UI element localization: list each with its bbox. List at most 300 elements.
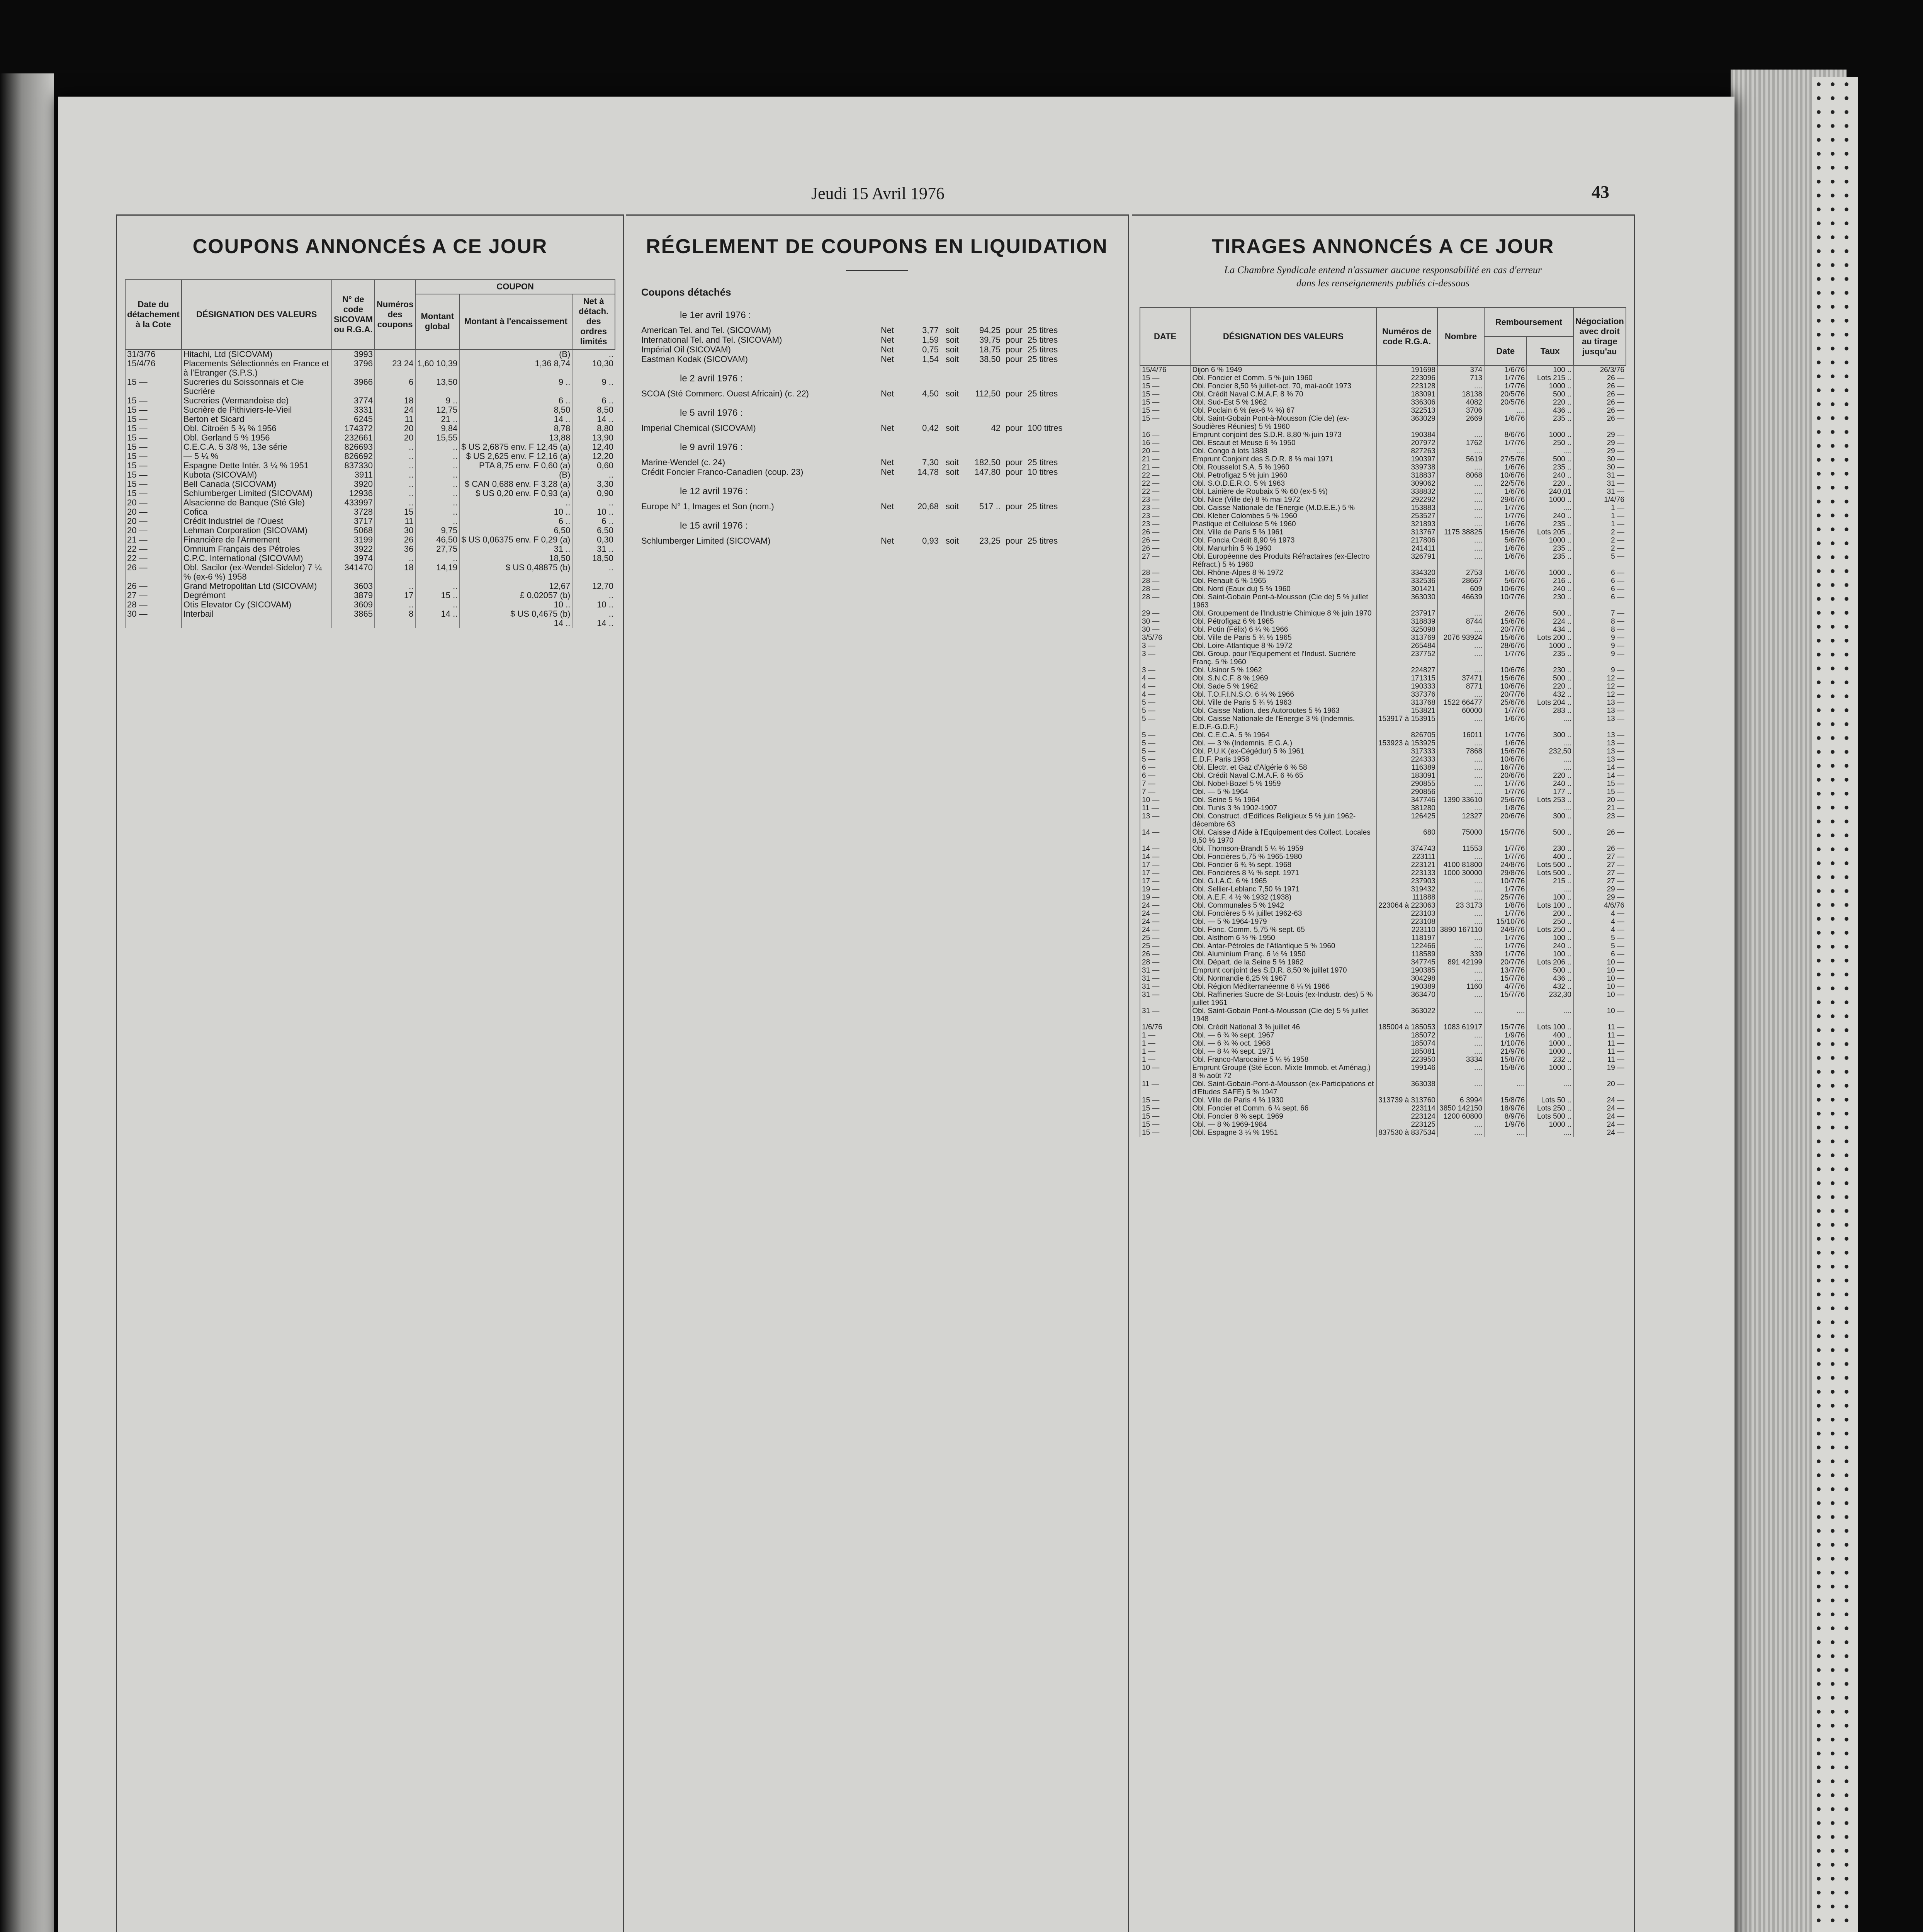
cell-t-date: 22 — [1140, 488, 1190, 496]
cell-montant-global [415, 349, 459, 359]
cell-t-nombre: 4100 81800 [1437, 861, 1484, 869]
cell-t-date: 4 — [1140, 674, 1190, 682]
cell-t-code: 185072 [1376, 1031, 1437, 1039]
cell-date: 22 — [125, 544, 182, 554]
cell-t-designation: Obl. — 5 % 1964 [1190, 788, 1376, 796]
cell-designation: Cofica [182, 507, 332, 517]
cell-t-taux: 432 .. [1527, 983, 1573, 991]
cell-date: 26 — [125, 582, 182, 591]
cell-date: 20 — [125, 517, 182, 526]
cell-t-rdate: .... [1484, 447, 1527, 455]
cell-net: .. [572, 498, 615, 507]
cell-t-date: 14 — [1140, 853, 1190, 861]
cell-t-nombre: 75000 [1437, 828, 1484, 845]
cell-t-taux: 235 .. [1527, 415, 1573, 431]
cell-t-rdate: 8/9/76 [1484, 1112, 1527, 1121]
cell-t-code: 190385 [1376, 966, 1437, 975]
cell-t-negociation: 13 — [1573, 699, 1626, 707]
cell-t-taux: 432 .. [1527, 690, 1573, 699]
cell-numeros: 17 [375, 591, 415, 600]
cell-t-code: 223950 [1376, 1056, 1437, 1064]
cell-code: 3717 [332, 517, 375, 526]
cell-t-code: 223103 [1376, 910, 1437, 918]
cell-t-rdate: 1/7/76 [1484, 845, 1527, 853]
cell-t-nombre: .... [1437, 1031, 1484, 1039]
cell-t-code: 171315 [1376, 674, 1437, 682]
cell-net: 13,90 [572, 433, 615, 442]
reglement-total: 39,75 [979, 335, 1001, 345]
cell-t-taux: 1000 .. [1527, 431, 1573, 439]
reglement-valeur: Eastman Kodak (SICOVAM) [641, 354, 748, 364]
cell-t-designation: Obl. Loire-Atlantique 8 % 1972 [1190, 642, 1376, 650]
reglement-soit: soit [945, 502, 959, 511]
cell-t-date: 24 — [1140, 926, 1190, 934]
cell-t-nombre: .... [1437, 1007, 1484, 1023]
tirage-row [1140, 739, 1626, 747]
cell-code [332, 619, 375, 628]
cell-t-negociation: 11 — [1573, 1039, 1626, 1048]
tirage-row [1140, 536, 1626, 544]
cell-t-rdate: 18/9/76 [1484, 1104, 1527, 1112]
cell-t-designation: Obl. Poclain 6 % (ex-6 ¼ %) 67 [1190, 406, 1376, 415]
tirage-row [1140, 1056, 1626, 1064]
tirage-row [1140, 1112, 1626, 1121]
cell-numeros: 15 [375, 507, 415, 517]
cell-t-negociation: 6 — [1573, 950, 1626, 958]
cell-t-code: 309062 [1376, 480, 1437, 488]
cell-t-date: 23 — [1140, 504, 1190, 512]
cell-t-code: 265484 [1376, 642, 1437, 650]
cell-t-nombre: 37471 [1437, 674, 1484, 682]
cell-t-code: 253527 [1376, 512, 1437, 520]
tirage-row [1140, 747, 1626, 755]
cell-t-nombre: .... [1437, 1064, 1484, 1080]
cell-code: 3796 [332, 359, 375, 378]
cell-t-date: 15 — [1140, 398, 1190, 406]
cell-t-nombre: .... [1437, 918, 1484, 926]
tirage-row [1140, 439, 1626, 447]
tirage-row [1140, 528, 1626, 536]
cell-t-date: 22 — [1140, 480, 1190, 488]
cell-date: 15 — [125, 480, 182, 489]
reglement-row [641, 389, 1113, 398]
tirage-row [1140, 991, 1626, 1007]
cell-t-negociation: 1/4/76 [1573, 496, 1626, 504]
cell-net: 3,30 [572, 480, 615, 489]
cell-t-taux: 300 .. [1527, 731, 1573, 739]
cell-t-rdate: 15/6/76 [1484, 617, 1527, 626]
cell-t-date: 5 — [1140, 715, 1190, 731]
cell-numeros: 11 [375, 517, 415, 526]
cell-t-negociation: 4 — [1573, 918, 1626, 926]
cell-t-code: 374743 [1376, 845, 1437, 853]
cell-t-negociation: 10 — [1573, 1007, 1626, 1023]
cell-t-designation: Obl. Foncier 6 ¾ % sept. 1968 [1190, 861, 1376, 869]
cell-t-taux: 235 .. [1527, 544, 1573, 553]
cell-t-taux: .... [1527, 755, 1573, 764]
cell-code: 826692 [332, 452, 375, 461]
cell-t-rdate: 15/6/76 [1484, 747, 1527, 755]
cell-t-taux: 235 .. [1527, 463, 1573, 471]
reglement-date: le 12 avril 1976 : [680, 486, 748, 497]
cell-t-rdate: 4/7/76 [1484, 983, 1527, 991]
cell-code: 174372 [332, 424, 375, 433]
tirage-row [1140, 1031, 1626, 1039]
cell-t-taux: Lots 500 .. [1527, 861, 1573, 869]
cell-t-negociation: 5 — [1573, 934, 1626, 942]
cell-net: 14 .. [572, 619, 615, 628]
cell-t-negociation: 30 — [1573, 463, 1626, 471]
cell-t-taux: 240 .. [1527, 471, 1573, 480]
cell-code: 3974 [332, 554, 375, 563]
cell-t-designation: Obl. Potin (Félix) 6 ¼ % 1966 [1190, 626, 1376, 634]
tirage-row [1140, 504, 1626, 512]
coupon-row [125, 433, 615, 442]
cell-t-nombre: .... [1437, 804, 1484, 812]
cell-t-rdate: 1/9/76 [1484, 1121, 1527, 1129]
reglement-total: 94,25 [979, 325, 1001, 335]
cell-t-designation: Obl. Ville de Paris 5 ¾ % 1963 [1190, 699, 1376, 707]
cell-t-code: 332536 [1376, 577, 1437, 585]
cell-t-designation: Obl. Ville de Paris 5 ¾ % 1965 [1190, 634, 1376, 642]
cell-t-nombre: .... [1437, 1080, 1484, 1096]
cell-net: 10 .. [572, 507, 615, 517]
cell-t-code: 339738 [1376, 463, 1437, 471]
cell-t-designation: Obl. Construct. d'Edifices Religieux 5 % juin 1962-décembre 63 [1190, 812, 1376, 828]
tirage-row [1140, 715, 1626, 731]
cell-t-rdate: 1/7/76 [1484, 707, 1527, 715]
tirage-row [1140, 772, 1626, 780]
reglement-net-label: Net [881, 423, 894, 433]
cell-code: 3922 [332, 544, 375, 554]
cell-t-taux: 235 .. [1527, 553, 1573, 569]
cell-t-nombre: .... [1437, 877, 1484, 885]
cell-t-taux: Lots 100 .. [1527, 901, 1573, 910]
cell-t-rdate: 10/6/76 [1484, 471, 1527, 480]
cell-net: 6 .. [572, 517, 615, 526]
cell-t-negociation: 24 — [1573, 1129, 1626, 1137]
cell-t-code: 363022 [1376, 1007, 1437, 1023]
tirage-row [1140, 374, 1626, 382]
cell-montant-global: 1,60 10,39 [415, 359, 459, 378]
cell-t-nombre: .... [1437, 609, 1484, 617]
cell-t-designation: Obl. Saint-Gobain Pont-à-Mousson (Cie de) (ex-Soudières Réunies) 5 % 1960 [1190, 415, 1376, 431]
cell-t-taux: 240 .. [1527, 780, 1573, 788]
cell-t-taux: 235 .. [1527, 650, 1573, 666]
cell-t-taux: 232 .. [1527, 1056, 1573, 1064]
cell-t-negociation: 6 — [1573, 577, 1626, 585]
cell-t-designation: Obl. Fonc. Comm. 5,75 % sept. 65 [1190, 926, 1376, 934]
reglement-titres: 25 titres [1028, 325, 1058, 335]
coupon-row [125, 442, 615, 452]
cell-montant-global: 21 .. [415, 415, 459, 424]
tirage-row [1140, 764, 1626, 772]
cell-t-nombre: .... [1437, 488, 1484, 496]
tirage-row [1140, 642, 1626, 650]
cell-montant-global: .. [415, 470, 459, 480]
cell-t-negociation: 6 — [1573, 585, 1626, 593]
cell-t-rdate: 10/7/76 [1484, 877, 1527, 885]
cell-t-date: 19 — [1140, 885, 1190, 893]
cell-numeros: .. [375, 461, 415, 470]
cell-t-nombre: 12327 [1437, 812, 1484, 828]
cell-t-taux: 220 .. [1527, 480, 1573, 488]
cell-t-date: 3 — [1140, 650, 1190, 666]
cell-t-designation: Obl. Caisse Nation. des Autoroutes 5 % 1963 [1190, 707, 1376, 715]
cell-t-designation: Obl. Seine 5 % 1964 [1190, 796, 1376, 804]
cell-montant: 6 .. [459, 396, 572, 405]
cell-t-taux: Lots 215 .. [1527, 374, 1573, 382]
cell-t-code: 837530 à 837534 [1376, 1129, 1437, 1137]
reglement-net: 0,93 [922, 536, 939, 546]
cell-montant-global: 9,75 [415, 526, 459, 535]
cell-t-rdate: 1/6/76 [1484, 553, 1527, 569]
reglement-net-label: Net [881, 335, 894, 345]
reglement-pour: pour [1005, 467, 1023, 477]
reglement-total: 18,75 [979, 345, 1001, 354]
cell-t-code: 827263 [1376, 447, 1437, 455]
tirage-row [1140, 398, 1626, 406]
cell-t-code: 153917 à 153915 [1376, 715, 1437, 731]
cell-t-taux: 1000 .. [1527, 1121, 1573, 1129]
reglement-pour: pour [1005, 345, 1023, 354]
cell-t-designation: Obl. Rousselot S.A. 5 % 1960 [1190, 463, 1376, 471]
cell-t-designation: Dijon 6 % 1949 [1190, 366, 1376, 374]
cell-t-nombre: .... [1437, 650, 1484, 666]
cell-t-taux: 300 .. [1527, 812, 1573, 828]
cell-t-code: 190333 [1376, 682, 1437, 690]
cell-t-nombre: 5619 [1437, 455, 1484, 463]
cell-t-nombre: .... [1437, 642, 1484, 650]
cell-net: 18,50 [572, 554, 615, 563]
cell-t-rdate: 1/7/76 [1484, 942, 1527, 950]
cell-t-negociation: 8 — [1573, 626, 1626, 634]
cell-t-negociation: 31 — [1573, 488, 1626, 496]
cell-t-rdate: 15/7/76 [1484, 1023, 1527, 1031]
col-numeros: Numéros des coupons [375, 280, 415, 349]
cell-t-code: 241411 [1376, 544, 1437, 553]
cell-t-rdate: 13/7/76 [1484, 966, 1527, 975]
cell-montant-global: .. [415, 461, 459, 470]
reglement-valeur: American Tel. and Tel. (SICOVAM) [641, 325, 771, 335]
cell-code: 3609 [332, 600, 375, 609]
tirages-column [1132, 214, 1635, 1932]
tirage-row [1140, 975, 1626, 983]
cell-designation: C.P.C. International (SICOVAM) [182, 554, 332, 563]
cell-t-code: 217806 [1376, 536, 1437, 544]
cell-t-code: 347746 [1376, 796, 1437, 804]
cell-t-nombre: .... [1437, 1039, 1484, 1048]
cell-t-rdate: 24/8/76 [1484, 861, 1527, 869]
cell-designation: Kubota (SICOVAM) [182, 470, 332, 480]
cell-t-code: 224827 [1376, 666, 1437, 674]
cell-t-taux: 240 .. [1527, 512, 1573, 520]
reglement-net-label: Net [881, 354, 894, 364]
cell-t-date: 15 — [1140, 1129, 1190, 1137]
cell-date: 15 — [125, 470, 182, 480]
cell-t-rdate: 10/6/76 [1484, 585, 1527, 593]
cell-code: 826693 [332, 442, 375, 452]
cell-t-designation: Obl. Antar-Pétroles de l'Atlantique 5 % 1960 [1190, 942, 1376, 950]
cell-t-code: 183091 [1376, 772, 1437, 780]
tirage-row [1140, 731, 1626, 739]
cell-t-code: 190397 [1376, 455, 1437, 463]
cell-t-code: 319432 [1376, 885, 1437, 893]
cell-t-negociation: 26 — [1573, 406, 1626, 415]
reglement-valeur: International Tel. and Tel. (SICOVAM) [641, 335, 782, 345]
cell-code: 3966 [332, 378, 375, 396]
coupon-row [125, 480, 615, 489]
cell-t-date: 6 — [1140, 772, 1190, 780]
tirage-row [1140, 569, 1626, 577]
cell-montant: 9 .. [459, 378, 572, 396]
cell-t-rdate: 20/5/76 [1484, 390, 1527, 398]
cell-t-nombre: 1200 60800 [1437, 1112, 1484, 1121]
cell-t-taux: 400 .. [1527, 853, 1573, 861]
reglement-row [641, 423, 1113, 433]
tirage-row [1140, 788, 1626, 796]
cell-net: 6 .. [572, 396, 615, 405]
cell-t-date: 15/4/76 [1140, 366, 1190, 374]
cell-t-code: 338832 [1376, 488, 1437, 496]
cell-t-code: 292292 [1376, 496, 1437, 504]
cell-t-code: 223108 [1376, 918, 1437, 926]
cell-t-nombre: 60000 [1437, 707, 1484, 715]
cell-t-rdate: 27/5/76 [1484, 455, 1527, 463]
cell-t-negociation: 27 — [1573, 853, 1626, 861]
cell-net: 0,90 [572, 489, 615, 498]
cell-t-nombre: .... [1437, 431, 1484, 439]
cell-t-date: 26 — [1140, 950, 1190, 958]
cell-t-negociation: 14 — [1573, 764, 1626, 772]
coupon-row [125, 563, 615, 582]
cell-date: 28 — [125, 600, 182, 609]
cell-t-code: 223128 [1376, 382, 1437, 390]
cell-t-negociation: 14 — [1573, 772, 1626, 780]
reglement-net-label: Net [881, 457, 894, 467]
cell-t-negociation: 10 — [1573, 991, 1626, 1007]
reglement-titres: 100 titres [1028, 423, 1063, 433]
cell-t-date: 4 — [1140, 682, 1190, 690]
cell-t-negociation: 10 — [1573, 958, 1626, 966]
reglement-valeur: Crédit Foncier Franco-Canadien (coup. 23) [641, 467, 804, 477]
cell-t-taux: 224 .. [1527, 617, 1573, 626]
cell-t-negociation: 6 — [1573, 569, 1626, 577]
cell-t-code: 363470 [1376, 991, 1437, 1007]
cell-net: .. [572, 349, 615, 359]
cell-t-nombre: .... [1437, 382, 1484, 390]
cell-t-rdate: 16/7/76 [1484, 764, 1527, 772]
page-number: 43 [1592, 182, 1609, 202]
cell-t-taux: .... [1527, 764, 1573, 772]
cell-t-taux: Lots 250 .. [1527, 1104, 1573, 1112]
reglement-net: 14,78 [917, 467, 939, 477]
cell-t-negociation: 29 — [1573, 885, 1626, 893]
cell-t-negociation: 12 — [1573, 674, 1626, 682]
cell-t-rdate: 20/7/76 [1484, 626, 1527, 634]
cell-t-taux: Lots 500 .. [1527, 1112, 1573, 1121]
cell-t-rdate: 20/7/76 [1484, 958, 1527, 966]
cell-t-nombre: 891 42199 [1437, 958, 1484, 966]
cell-code: 12936 [332, 489, 375, 498]
cell-t-date: 5 — [1140, 755, 1190, 764]
cell-t-designation: Obl. Kleber Colombes 5 % 1960 [1190, 512, 1376, 520]
reglement-row [641, 345, 1113, 354]
cell-t-designation: Obl. Foncières 5 ¼ juillet 1962-63 [1190, 910, 1376, 918]
reglement-valeur: Imperial Chemical (SICOVAM) [641, 423, 756, 433]
reglement-pour: pour [1005, 502, 1023, 511]
cell-t-rdate: 1/6/76 [1484, 366, 1527, 374]
tirage-row [1140, 650, 1626, 666]
tirage-row [1140, 496, 1626, 504]
cell-designation: Espagne Dette Intér. 3 ¼ % 1951 [182, 461, 332, 470]
cell-t-negociation: 29 — [1573, 439, 1626, 447]
cell-montant: (B) [459, 349, 572, 359]
cell-t-code: 334320 [1376, 569, 1437, 577]
cell-t-rdate: 25/6/76 [1484, 796, 1527, 804]
tirage-row [1140, 690, 1626, 699]
tirage-row [1140, 1064, 1626, 1080]
cell-t-taux: 434 .. [1527, 626, 1573, 634]
cell-t-date: 28 — [1140, 958, 1190, 966]
cell-t-date: 24 — [1140, 901, 1190, 910]
cell-t-rdate: 1/7/76 [1484, 512, 1527, 520]
coupon-row [125, 452, 615, 461]
cell-code: 3879 [332, 591, 375, 600]
cell-t-code: 223064 à 223063 [1376, 901, 1437, 910]
cell-t-nombre: .... [1437, 553, 1484, 569]
cell-code: 3199 [332, 535, 375, 544]
cell-t-rdate: 24/9/76 [1484, 926, 1527, 934]
cell-t-date: 10 — [1140, 796, 1190, 804]
cell-t-negociation: 24 — [1573, 1096, 1626, 1104]
cell-t-rdate: 20/5/76 [1484, 398, 1527, 406]
cell-t-designation: Obl. Sade 5 % 1962 [1190, 682, 1376, 690]
cell-t-nombre: 8771 [1437, 682, 1484, 690]
cell-designation: Degrémont [182, 591, 332, 600]
cell-t-taux: 230 .. [1527, 666, 1573, 674]
cell-t-designation: Obl. Congo à lots 1888 [1190, 447, 1376, 455]
cell-designation: Sucreries du Soissonnais et Cie Sucrière [182, 378, 332, 396]
cell-t-code: 318839 [1376, 617, 1437, 626]
tirage-row [1140, 1121, 1626, 1129]
tirage-row [1140, 1129, 1626, 1137]
cell-t-taux: 1000 .. [1527, 569, 1573, 577]
cell-t-negociation: 26 — [1573, 845, 1626, 853]
cell-t-negociation: 11 — [1573, 1056, 1626, 1064]
cell-t-date: 30 — [1140, 626, 1190, 634]
cell-code: 6245 [332, 415, 375, 424]
cell-t-negociation: 15 — [1573, 788, 1626, 796]
cell-t-rdate: 15/6/76 [1484, 674, 1527, 682]
cell-t-taux: 1000 .. [1527, 382, 1573, 390]
cell-numeros: 30 [375, 526, 415, 535]
cell-t-taux: 1000 .. [1527, 1048, 1573, 1056]
cell-montant: 8,78 [459, 424, 572, 433]
cell-t-rdate: 1/6/76 [1484, 488, 1527, 496]
cell-t-designation: Obl. Manurhin 5 % 1960 [1190, 544, 1376, 553]
cell-t-designation: Obl. S.N.C.F. 8 % 1969 [1190, 674, 1376, 682]
cell-t-taux: Lots 204 .. [1527, 699, 1573, 707]
cell-t-taux: Lots 253 .. [1527, 796, 1573, 804]
cell-t-rdate: 1/7/76 [1484, 780, 1527, 788]
cell-t-negociation: 31 — [1573, 471, 1626, 480]
cell-t-code: 336306 [1376, 398, 1437, 406]
cell-t-code: 111888 [1376, 893, 1437, 901]
cell-net: .. [572, 470, 615, 480]
cell-t-date: 1/6/76 [1140, 1023, 1190, 1031]
coupon-row [125, 526, 615, 535]
